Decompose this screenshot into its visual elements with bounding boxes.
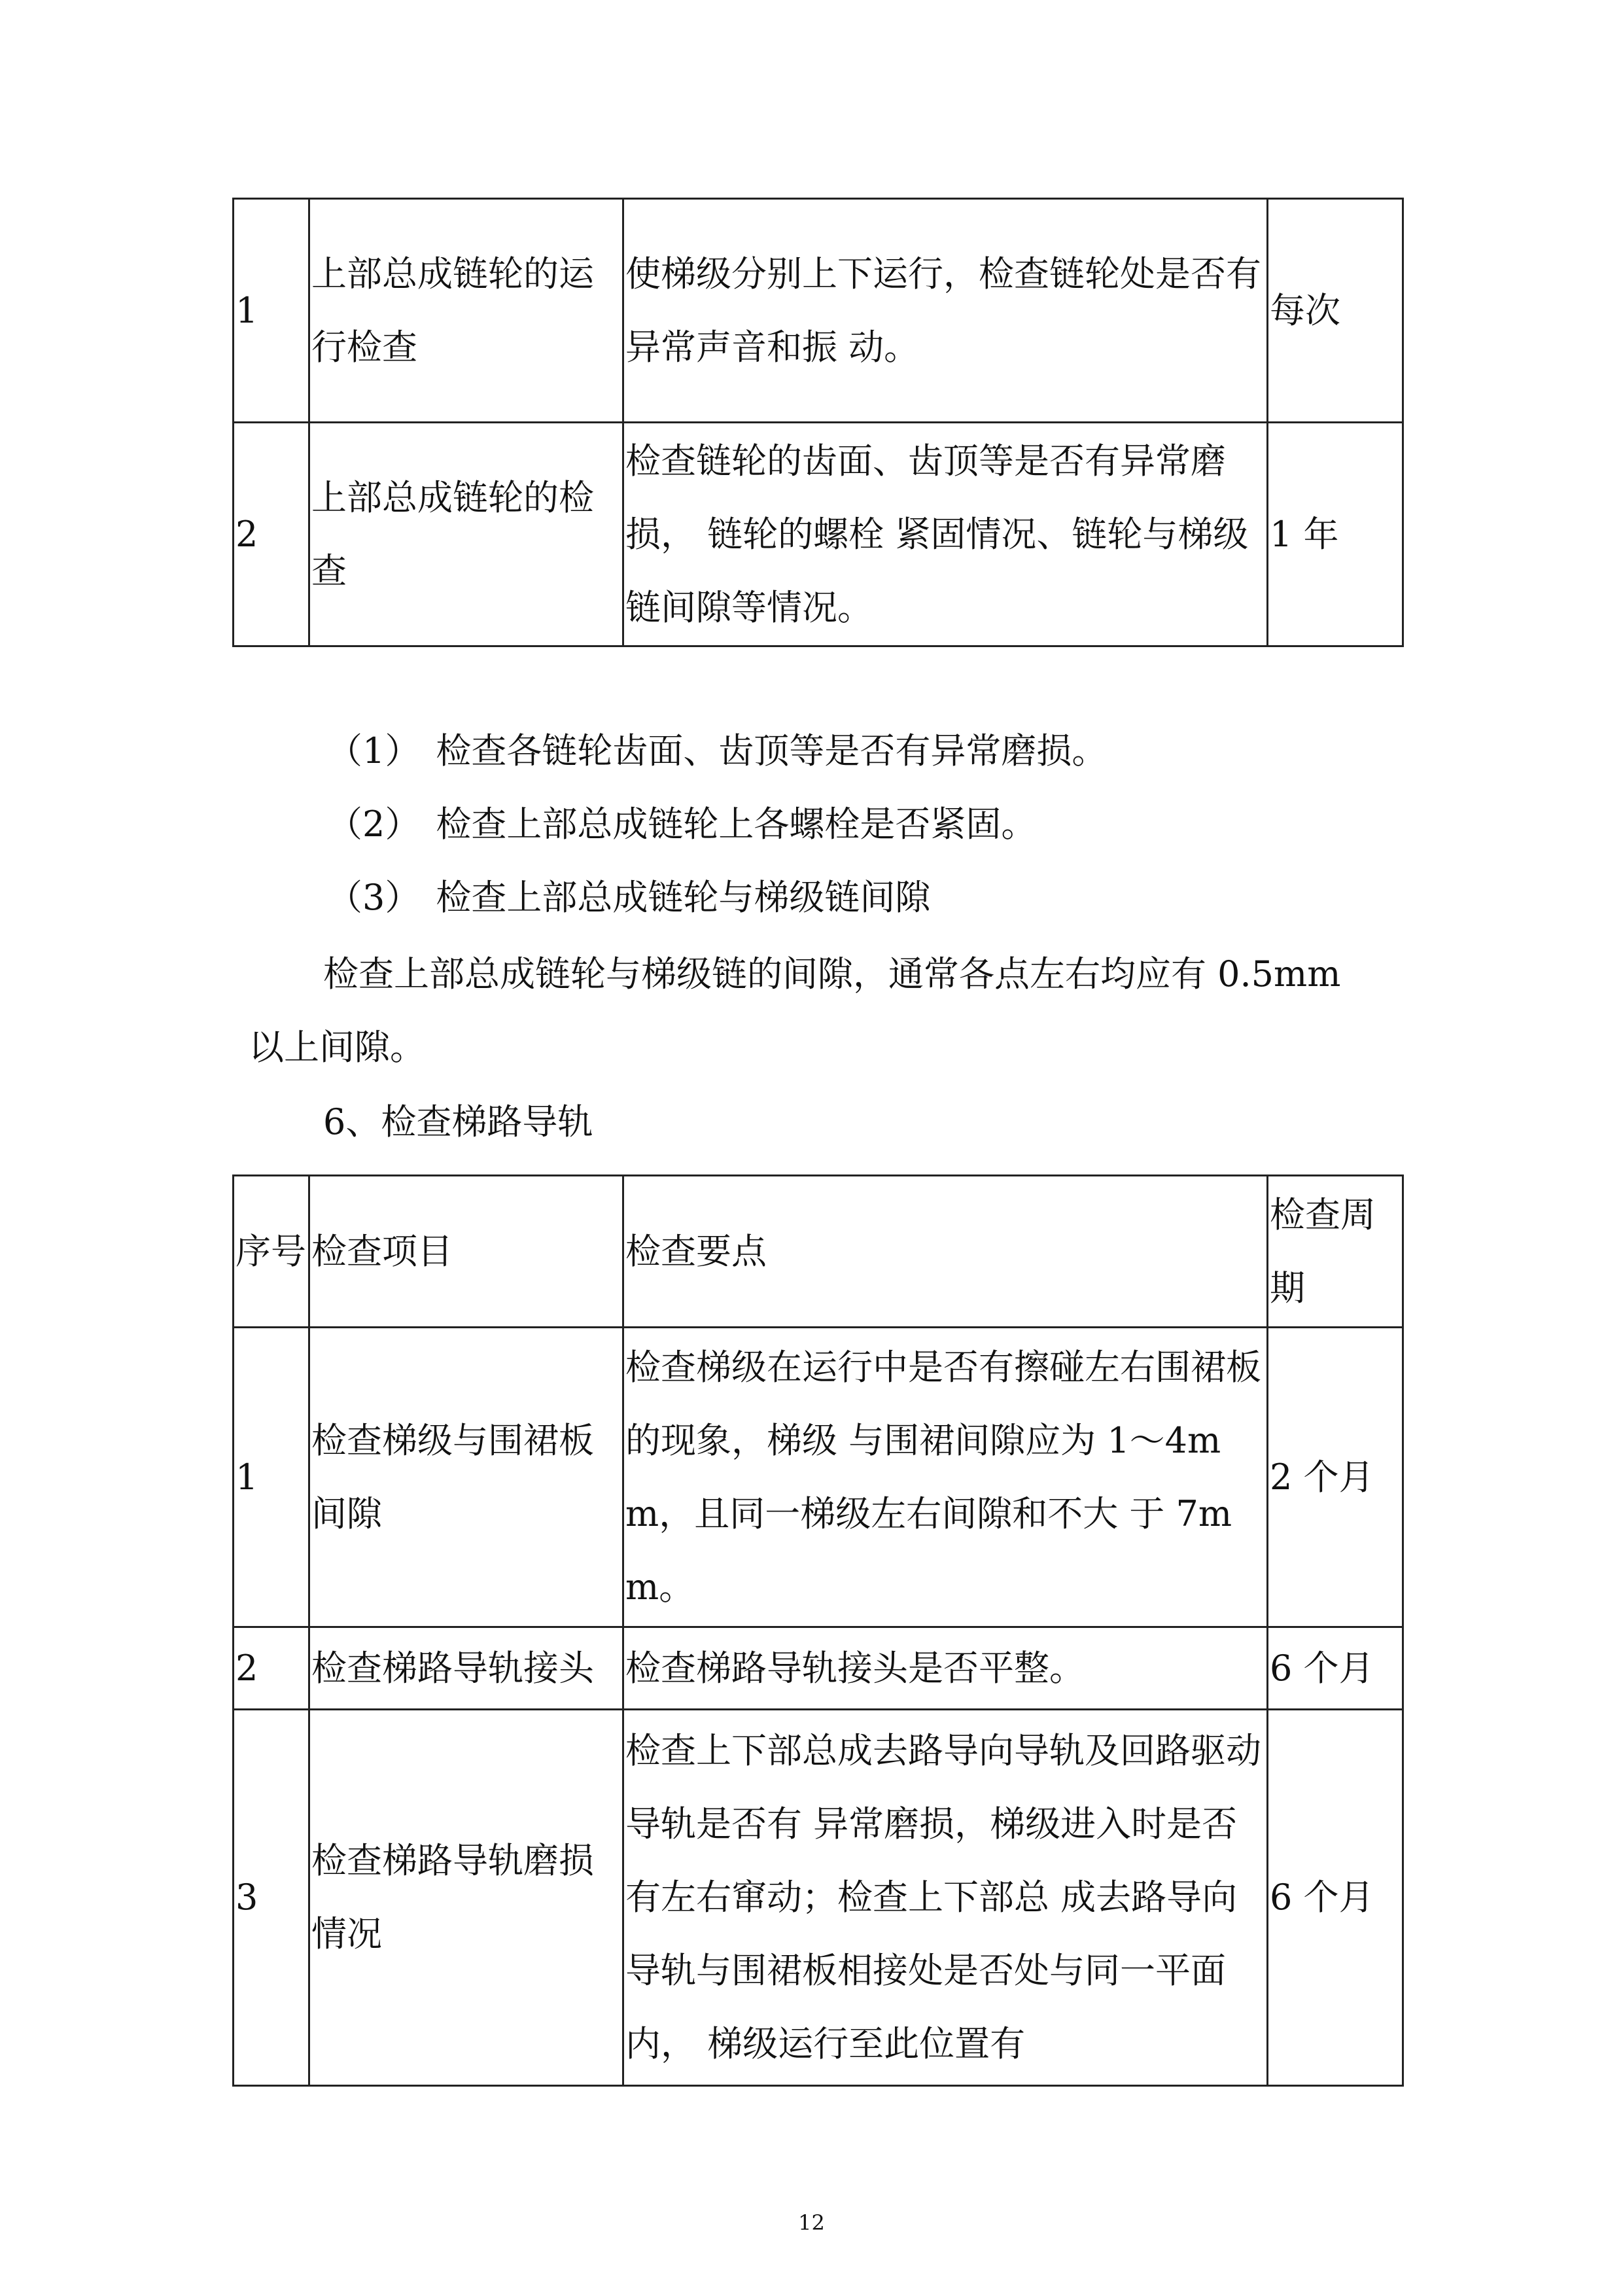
list-number: （3）	[327, 877, 421, 918]
header-cycle: 检查周期	[1268, 1176, 1403, 1328]
row-number: 2	[234, 1627, 309, 1710]
inspection-table-sprocket	[232, 198, 1404, 647]
inspection-points: 使梯级分别上下运行，检查链轮处是否有异常声音和振 动。	[623, 199, 1268, 423]
inspection-cycle: 1 年	[1268, 423, 1403, 646]
inspection-cycle: 6 个月	[1268, 1710, 1403, 2086]
header-number: 序号	[234, 1176, 309, 1328]
table-header-row	[234, 1176, 1403, 1328]
table-row	[234, 1710, 1403, 2086]
inspection-item: 检查梯路导轨接头	[309, 1627, 623, 1710]
list-text: 检查各链轮齿面、齿顶等是否有异常磨损。	[436, 730, 1108, 771]
inspection-item: 上部总成链轮的检查	[309, 423, 623, 646]
list-item	[327, 802, 1036, 847]
list-text: 检查上部总成链轮上各螺栓是否紧固。	[436, 804, 1037, 845]
paragraph-line: 检查上部总成链轮与梯级链的间隙，通常各点左右均应有 0.5mm	[323, 953, 1341, 995]
table-row	[234, 199, 1403, 423]
row-number: 1	[234, 1328, 309, 1627]
row-number: 1	[234, 199, 309, 423]
row-number: 2	[234, 423, 309, 646]
inspection-cycle: 2 个月	[1268, 1328, 1403, 1627]
list-number: （2）	[327, 804, 421, 845]
list-text: 检查上部总成链轮与梯级链间隙	[436, 877, 931, 918]
inspection-cycle: 6 个月	[1268, 1627, 1403, 1710]
inspection-points: 检查链轮的齿面、齿顶等是否有异常磨损， 链轮的螺栓 紧固情况、链轮与梯级链间隙等情况。	[623, 423, 1268, 646]
inspection-cycle: 每次	[1268, 199, 1403, 423]
inspection-table-guide-rail	[232, 1174, 1404, 2087]
table-row	[234, 1328, 1403, 1627]
table-row	[234, 423, 1403, 646]
list-item	[327, 875, 930, 921]
list-number: （1）	[327, 730, 421, 771]
inspection-item: 检查梯级与围裙板间隙	[309, 1328, 623, 1627]
page-number: 12	[798, 2210, 825, 2235]
inspection-points: 检查上下部总成去路导向导轨及回路驱动导轨是否有 异常磨损，梯级进入时是否有左右窜动；检查上下部总 成去路导向导轨与围裙板相接处是否处与同一平面内， 梯级运行至此位置有	[623, 1710, 1268, 2086]
inspection-points: 检查梯级在运行中是否有擦碰左右围裙板的现象，梯级 与围裙间隙应为 1～4mm，且同一梯级左右间隙和不大 于 7mm。	[623, 1328, 1268, 1627]
inspection-item: 检查梯路导轨磨损情况	[309, 1710, 623, 2086]
header-item: 检查项目	[309, 1176, 623, 1328]
table-row	[234, 1627, 1403, 1710]
header-points: 检查要点	[623, 1176, 1268, 1328]
paragraph-line: 以上间隙。	[249, 1027, 425, 1068]
section-heading: 6、检查梯路导轨	[323, 1101, 593, 1142]
inspection-points: 检查梯路导轨接头是否平整。	[623, 1627, 1268, 1710]
inspection-item: 上部总成链轮的运行检查	[309, 199, 623, 423]
list-item	[327, 728, 1107, 774]
row-number: 3	[234, 1710, 309, 2086]
